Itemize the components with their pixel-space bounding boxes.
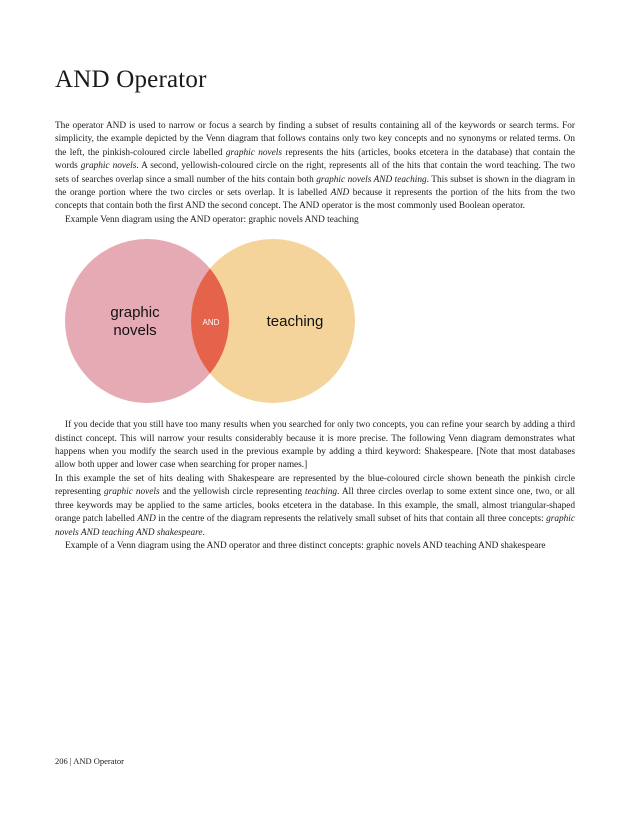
emphasized-text: graphic novels AND teaching [316,174,427,185]
venn-caption-two-concepts: Example Venn diagram using the AND operator: graphic novels AND teaching [65,214,359,225]
body-text [55,120,575,553]
emphasized-text: graphic novels [103,487,160,498]
text-run: . [202,527,205,538]
text-run: and the yellowish circle representing [159,487,306,498]
emphasized-text: graphic novels AND teaching AND shakespeare [55,514,575,538]
text-run: . A second, yellowish-coloured circle on the right, represents all of the hits that contain the word teaching. The two sets of searches overlap since a small number of the hits contain both [55,161,575,185]
paragraph-third-concept [55,419,575,473]
emphasized-text: AND [330,188,350,199]
venn-label-novels: novels [113,322,157,340]
text-run: In this example the set of hits dealing with Shakespeare are represented by the blue-coloured circle shown beneath the pinkish circle representing [55,473,575,498]
text-run: The operator AND is used to narrow or focus a search by finding a subset of results containing all of the keywords or search terms. For simplicity, the example depicted by the Venn diagram that follows contains only two key concepts and no synonyms or related terms. On the left, the pinkish-coloured circle labelled [55,121,575,158]
emphasized-text: teaching [305,487,338,498]
page-footer [55,756,124,766]
venn-label-graphic: graphic [110,304,160,322]
text-run: because it represents the portion of the hits from the two concepts that contain both the first AND the second concept. The AND operator is the most commonly used Boolean operator. [55,188,575,212]
footer-section: AND Operator [73,756,124,766]
text-run: If you decide that you still have too many results when you searched for only two concepts, you can refine your search by adding a third distinct concept. This will narrow your results considerably because it is more precise. The following Venn diagram demonstrates what happens when you modify the search used in the previous example by adding a third keyword: Shakespeare. [Note that most databases allow both upper and lower case when searching for proper names.] [55,420,575,471]
venn-label-teaching: teaching [266,313,324,331]
emphasized-text: graphic novels [225,147,282,158]
text-run: represents the hits (articles, books etcetera in the database) that contain the words [55,147,575,172]
venn-diagram-two-circles [65,237,365,405]
emphasized-text: graphic novels [80,161,137,172]
venn-caption-three-concepts: Example of a Venn diagram using the AND operator and three distinct concepts: graphic novels AND teaching AND shakespeare [65,540,546,551]
footer-separator: | [69,756,72,766]
text-run: . All three circles overlap to some extent since one, two, or all three keywords may be applied to the same articles, books etcetera in the database. In this example, the small, almost triangular-shaped orange patch labelled [55,487,575,525]
emphasized-text: AND [137,514,156,525]
paragraph-shakespeare [55,473,575,540]
text-run: in the centre of the diagram represents the relatively small subset of hits that contain all three concepts: [155,514,547,525]
page-title: AND Operator [55,66,207,93]
text-run: . This subset is shown in the diagram in the orange portion where the two circles or sets overlap. It is labelled [55,174,576,199]
venn-label-and: AND [202,318,220,328]
footer-page-number: 206 [55,756,68,766]
paragraph-intro [55,120,575,214]
